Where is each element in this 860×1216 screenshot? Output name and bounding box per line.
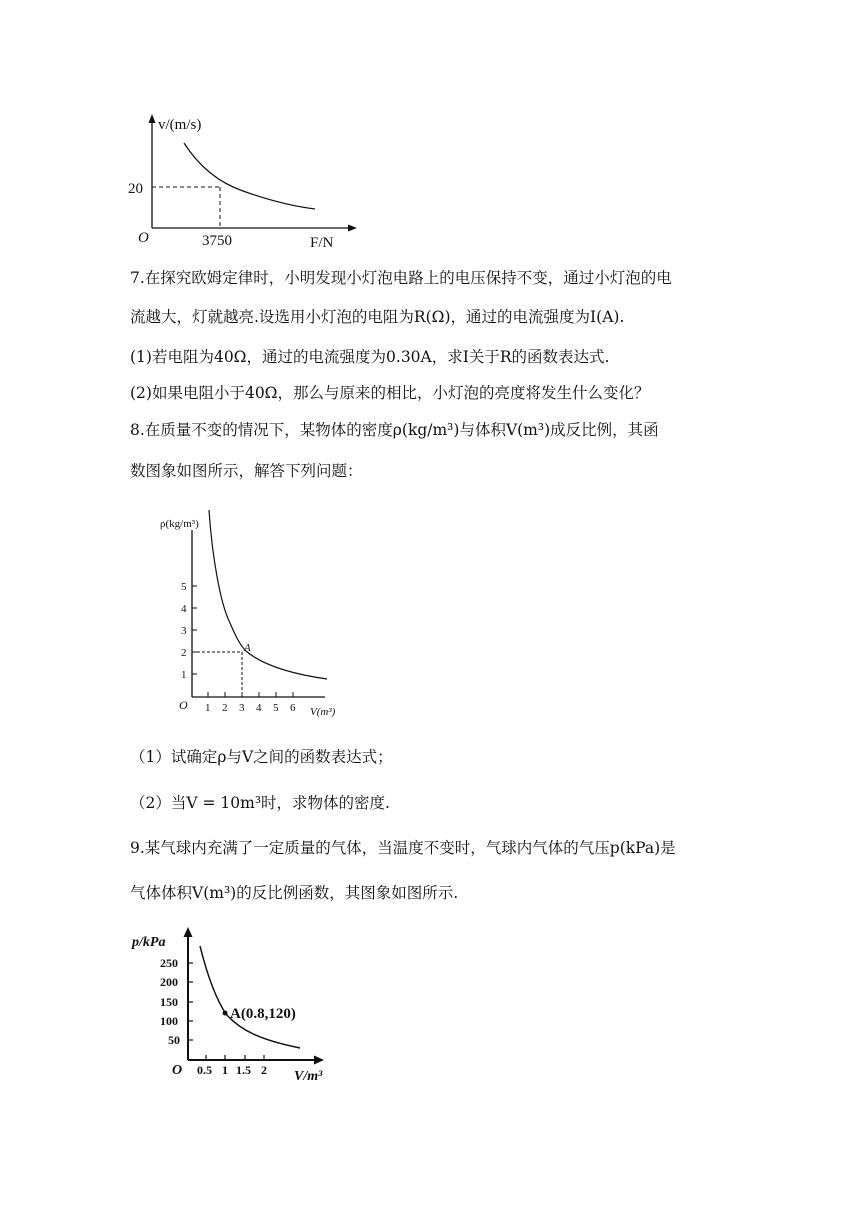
y-tick-label: 5 bbox=[181, 581, 187, 593]
x-axis-arrow bbox=[348, 225, 357, 232]
y-axis-label: ρ(kg/m³) bbox=[160, 518, 199, 530]
x-tick-marks bbox=[208, 692, 293, 697]
x-tick-labels bbox=[197, 1063, 267, 1077]
x-mark-label: 3750 bbox=[202, 233, 232, 249]
x-tick-label: 1.5 bbox=[236, 1063, 251, 1077]
x-axis-label: V/m³ bbox=[294, 1069, 323, 1082]
x-tick-label: 2 bbox=[261, 1063, 267, 1077]
q9-line2: 气体体积V(m³)的反比例函数，其图象如图所示. bbox=[130, 884, 459, 902]
x-tick-label: 1 bbox=[205, 702, 211, 714]
q9-line1: 9.某气球内充满了一定质量的气体，当温度不变时，气球内气体的气压p(kPa)是 bbox=[130, 839, 676, 857]
y-tick-label: 200 bbox=[160, 975, 178, 989]
y-tick-marks bbox=[192, 586, 197, 674]
y-tick-label: 2 bbox=[181, 647, 187, 659]
q7-line1: 7.在探究欧姆定律时，小明发现小灯泡电路上的电压保持不变，通过小灯泡的电 bbox=[130, 269, 672, 287]
inverse-curve bbox=[209, 510, 327, 679]
q7-sub2: (2)如果电阻小于40Ω，那么与原来的相比，小灯泡的亮度将发生什么变化？ bbox=[130, 384, 650, 402]
x-tick-labels bbox=[205, 702, 296, 714]
y-tick-label: 4 bbox=[181, 603, 187, 615]
point-a-marker bbox=[223, 1011, 228, 1016]
figure-pressure-volume-graph bbox=[128, 922, 343, 1082]
y-tick-label: 150 bbox=[160, 995, 178, 1009]
x-tick-label: 0.5 bbox=[197, 1063, 212, 1077]
inverse-curve bbox=[200, 946, 300, 1048]
q7-sub1: (1)若电阻为40Ω，通过的电流强度为0.30A，求I关于R的函数表达式. bbox=[130, 348, 610, 366]
y-axis-arrow bbox=[184, 927, 193, 937]
q8-line1: 8.在质量不变的情况下，某物体的密度ρ(kg/m³)与体积V(m³)成反比例，其函 bbox=[130, 421, 659, 439]
q8-sub1: （1）试确定ρ与V之间的函数表达式； bbox=[130, 748, 393, 766]
y-tick-label: 1 bbox=[181, 669, 187, 681]
x-tick-label: 1 bbox=[222, 1063, 228, 1077]
y-tick-label: 50 bbox=[168, 1033, 180, 1047]
origin-label: O bbox=[179, 698, 188, 712]
q8-line2: 数图象如图所示，解答下列问题： bbox=[130, 462, 363, 480]
y-axis-label: p/kPa bbox=[132, 935, 166, 950]
y-tick-label: 100 bbox=[160, 1014, 178, 1028]
figure-density-volume-graph bbox=[150, 505, 350, 725]
point-a-label: A(0.8,120) bbox=[230, 1006, 296, 1022]
x-axis-arrow bbox=[314, 1056, 324, 1065]
origin-label: O bbox=[172, 1063, 183, 1078]
x-tick-label: 2 bbox=[222, 702, 228, 714]
y-tick-label: 3 bbox=[181, 625, 187, 637]
y-tick-labels bbox=[160, 956, 180, 1047]
y-tick-labels bbox=[181, 581, 187, 681]
y-axis-label: v/(m/s) bbox=[158, 117, 202, 133]
y-mark-label: 20 bbox=[128, 181, 143, 197]
point-a-label: A bbox=[244, 642, 251, 654]
x-tick-label: 6 bbox=[290, 702, 296, 714]
y-tick-label: 250 bbox=[160, 956, 178, 970]
origin-label: O bbox=[138, 230, 149, 246]
x-tick-label: 5 bbox=[273, 702, 279, 714]
x-axis-label: F/N bbox=[310, 235, 334, 251]
x-axis-label: V(m³) bbox=[310, 706, 336, 718]
q8-sub2: （2）当V = 10m³时，求物体的密度. bbox=[130, 794, 390, 812]
inverse-curve bbox=[184, 143, 315, 209]
x-tick-label: 3 bbox=[239, 702, 245, 714]
q7-line2: 流越大，灯就越亮.设选用小灯泡的电阻为R(Ω)，通过的电流强度为I(A). bbox=[130, 308, 625, 326]
x-tick-label: 4 bbox=[256, 702, 262, 714]
y-axis-arrow bbox=[149, 114, 156, 123]
figure-velocity-force-graph bbox=[120, 110, 360, 255]
